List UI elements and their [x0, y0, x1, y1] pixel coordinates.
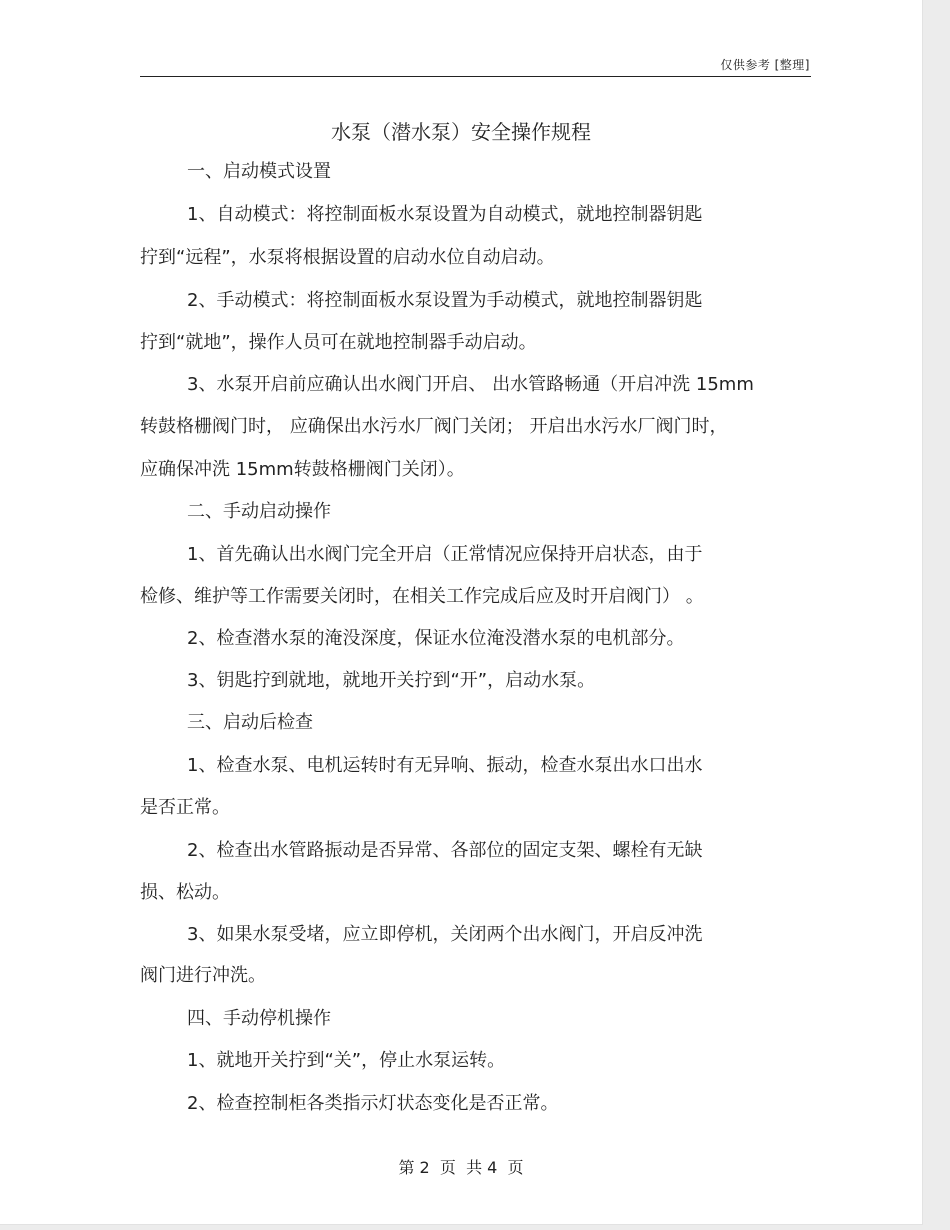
paragraph-line: 阀门进行冲洗。 — [140, 965, 266, 986]
section-heading: 三、启动后检查 — [187, 712, 313, 733]
paragraph-line: 检修、维护等工作需要关闭时，在相关工作完成后应及时开启阀门） 。 — [140, 586, 704, 607]
section-heading: 一、启动模式设置 — [187, 161, 331, 182]
paragraph-line: 拧到“就地”，操作人员可在就地控制器手动启动。 — [140, 332, 537, 353]
paragraph-line: 2、检查控制柜各类指示灯状态变化是否正常。 — [187, 1093, 559, 1114]
paragraph-line: 3、如果水泵受堵，应立即停机，关闭两个出水阀门，开启反冲洗 — [187, 924, 703, 945]
paragraph-line: 拧到“远程”，水泵将根据设置的启动水位自动启动。 — [140, 247, 555, 268]
paragraph-line: 1、自动模式：将控制面板水泵设置为自动模式，就地控制器钥匙 — [187, 204, 703, 225]
paragraph-line: 2、手动模式：将控制面板水泵设置为手动模式，就地控制器钥匙 — [187, 290, 703, 311]
paragraph-line: 1、检查水泵、电机运转时有无异响、振动，检查水泵出水口出水 — [187, 755, 703, 776]
paragraph-line: 1、首先确认出水阀门完全开启（正常情况应保持开启状态，由于 — [187, 544, 703, 565]
paragraph-line: 损、松动。 — [140, 882, 230, 903]
paragraph-line: 应确保冲洗 15mm转鼓格栅阀门关闭）。 — [140, 459, 465, 480]
document-title: 水泵（潜水泵）安全操作规程 — [331, 120, 591, 144]
paragraph-line: 1、就地开关拧到“关”，停止水泵运转。 — [187, 1050, 506, 1071]
section-heading: 二、手动启动操作 — [187, 501, 331, 522]
paragraph-line: 2、检查出水管路振动是否异常、各部位的固定支架、螺栓有无缺 — [187, 840, 703, 861]
header-rule — [140, 76, 811, 77]
paragraph-line: 2、检查潜水泵的淹没深度，保证水位淹没潜水泵的电机部分。 — [187, 628, 685, 649]
paragraph-line: 3、钥匙拧到就地，就地开关拧到“开”，启动水泵。 — [187, 670, 596, 691]
paragraph-line: 3、水泵开启前应确认出水阀门开启、 出水管路畅通（开启冲洗 15mm — [187, 374, 754, 395]
section-heading: 四、手动停机操作 — [187, 1008, 331, 1029]
paragraph-line: 转鼓格栅阀门时， 应确保出水污水厂阀门关闭； 开启出水污水厂阀门时， — [140, 416, 728, 437]
header-note: 仅供参考 [整理] — [720, 58, 810, 72]
page-number: 第 2 页 共 4 页 — [398, 1158, 524, 1177]
paragraph-line: 是否正常。 — [140, 797, 230, 818]
